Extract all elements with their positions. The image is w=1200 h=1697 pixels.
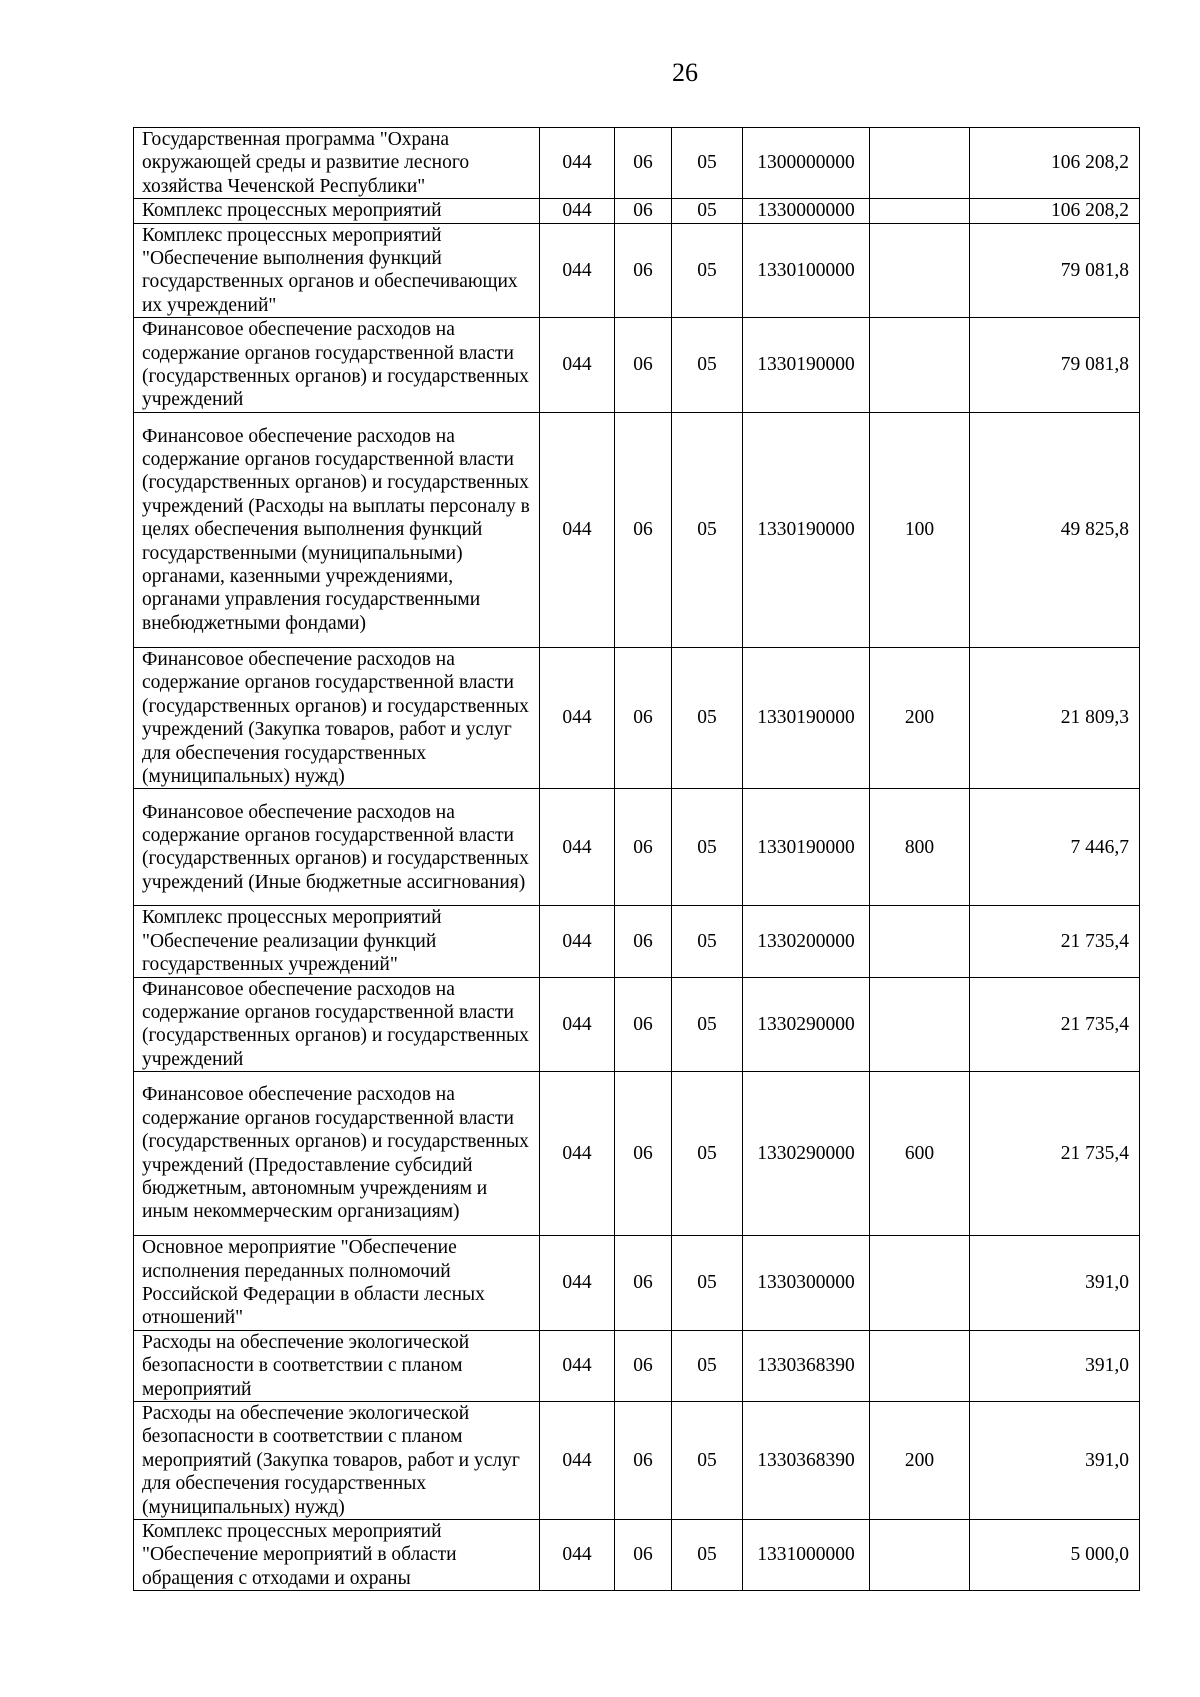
row-pr: 05 bbox=[672, 199, 743, 223]
table-row bbox=[134, 1330, 1140, 1401]
row-pr: 05 bbox=[672, 906, 743, 977]
row-vr bbox=[870, 1236, 970, 1331]
row-name: Финансовое обеспечение расходов на содержание органов государственной власти (государственных органов) и государственных учреждений bbox=[134, 977, 540, 1072]
row-sum: 49 825,8 bbox=[970, 412, 1140, 647]
row-name: Комплекс процессных мероприятий "Обеспечение мероприятий в области обращения с отходами и охраны bbox=[134, 1520, 540, 1591]
row-rz: 06 bbox=[615, 1236, 672, 1331]
row-ved: 044 bbox=[540, 318, 615, 413]
row-ved: 044 bbox=[540, 1072, 615, 1236]
row-ved: 044 bbox=[540, 1236, 615, 1331]
row-sum: 106 208,2 bbox=[970, 128, 1140, 199]
row-pr: 05 bbox=[672, 1402, 743, 1520]
row-csr: 1330190000 bbox=[743, 789, 870, 906]
row-vr bbox=[870, 318, 970, 413]
row-sum: 391,0 bbox=[970, 1236, 1140, 1331]
row-name: Комплекс процессных мероприятий "Обеспечение реализации функций государственных учреждений" bbox=[134, 906, 540, 977]
row-csr: 1330290000 bbox=[743, 1072, 870, 1236]
row-pr: 05 bbox=[672, 412, 743, 647]
row-ved: 044 bbox=[540, 1330, 615, 1401]
row-ved: 044 bbox=[540, 128, 615, 199]
row-pr: 05 bbox=[672, 789, 743, 906]
row-sum: 21 735,4 bbox=[970, 906, 1140, 977]
row-rz: 06 bbox=[615, 1520, 672, 1591]
budget-table bbox=[133, 127, 1140, 1591]
row-vr: 600 bbox=[870, 1072, 970, 1236]
row-sum: 106 208,2 bbox=[970, 199, 1140, 223]
table-row bbox=[134, 647, 1140, 788]
row-name: Комплекс процессных мероприятий "Обеспечение выполнения функций государственных органов и обеспечивающих их учреждений" bbox=[134, 223, 540, 318]
row-sum: 21 809,3 bbox=[970, 647, 1140, 788]
row-pr: 05 bbox=[672, 1520, 743, 1591]
row-name: Государственная программа "Охрана окружающей среды и развитие лесного хозяйства Чеченской Республики" bbox=[134, 128, 540, 199]
row-ved: 044 bbox=[540, 1520, 615, 1591]
row-vr bbox=[870, 906, 970, 977]
row-rz: 06 bbox=[615, 906, 672, 977]
row-vr bbox=[870, 977, 970, 1072]
row-pr: 05 bbox=[672, 647, 743, 788]
row-csr: 1330190000 bbox=[743, 318, 870, 413]
row-pr: 05 bbox=[672, 128, 743, 199]
row-rz: 06 bbox=[615, 412, 672, 647]
row-rz: 06 bbox=[615, 1072, 672, 1236]
table-row bbox=[134, 1520, 1140, 1591]
row-vr bbox=[870, 1330, 970, 1401]
row-name: Расходы на обеспечение экологической безопасности в соответствии с планом мероприятий bbox=[134, 1330, 540, 1401]
row-pr: 05 bbox=[672, 1236, 743, 1331]
row-ved: 044 bbox=[540, 1402, 615, 1520]
row-pr: 05 bbox=[672, 318, 743, 413]
row-sum: 21 735,4 bbox=[970, 977, 1140, 1072]
row-rz: 06 bbox=[615, 223, 672, 318]
row-rz: 06 bbox=[615, 977, 672, 1072]
row-name: Финансовое обеспечение расходов на содержание органов государственной власти (государственных органов) и государственных учреждений (Закупка товаров, работ и услуг для обеспечения государственных (муниципальных) нужд) bbox=[134, 647, 540, 788]
row-name: Финансовое обеспечение расходов на содержание органов государственной власти (государственных органов) и государственных учреждений (Предоставление субсидий бюджетным, автономным учреждениям и иным некоммерческим организациям) bbox=[134, 1072, 540, 1236]
table-row bbox=[134, 1072, 1140, 1236]
row-sum: 5 000,0 bbox=[970, 1520, 1140, 1591]
row-csr: 1330100000 bbox=[743, 223, 870, 318]
row-csr: 1330190000 bbox=[743, 647, 870, 788]
table-row bbox=[134, 412, 1140, 647]
row-csr: 1330290000 bbox=[743, 977, 870, 1072]
row-ved: 044 bbox=[540, 647, 615, 788]
row-rz: 06 bbox=[615, 789, 672, 906]
row-csr: 1330200000 bbox=[743, 906, 870, 977]
row-pr: 05 bbox=[672, 1330, 743, 1401]
row-ved: 044 bbox=[540, 199, 615, 223]
row-pr: 05 bbox=[672, 223, 743, 318]
row-csr: 1330190000 bbox=[743, 412, 870, 647]
page-number: 26 bbox=[672, 58, 698, 87]
row-name: Финансовое обеспечение расходов на содержание органов государственной власти (государственных органов) и государственных учреждений bbox=[134, 318, 540, 413]
row-csr: 1330368390 bbox=[743, 1402, 870, 1520]
row-rz: 06 bbox=[615, 1330, 672, 1401]
row-sum: 79 081,8 bbox=[970, 223, 1140, 318]
row-name: Финансовое обеспечение расходов на содержание органов государственной власти (государственных органов) и государственных учреждений (Расходы на выплаты персоналу в целях обеспечения выполнения функций государственными (муниципальными) органами, казенными учреждениями, органами управления государственными внебюджетными фондами) bbox=[134, 412, 540, 647]
row-rz: 06 bbox=[615, 128, 672, 199]
row-sum: 79 081,8 bbox=[970, 318, 1140, 413]
row-name: Финансовое обеспечение расходов на содержание органов государственной власти (государственных органов) и государственных учреждений (Иные бюджетные ассигнования) bbox=[134, 789, 540, 906]
row-pr: 05 bbox=[672, 1072, 743, 1236]
row-ved: 044 bbox=[540, 789, 615, 906]
row-csr: 1330000000 bbox=[743, 199, 870, 223]
row-csr: 1330300000 bbox=[743, 1236, 870, 1331]
row-csr: 1331000000 bbox=[743, 1520, 870, 1591]
row-sum: 21 735,4 bbox=[970, 1072, 1140, 1236]
row-name: Основное мероприятие "Обеспечение исполнения переданных полномочий Российской Федерации в области лесных отношений" bbox=[134, 1236, 540, 1331]
row-sum: 391,0 bbox=[970, 1330, 1140, 1401]
row-vr bbox=[870, 199, 970, 223]
row-rz: 06 bbox=[615, 1402, 672, 1520]
row-vr: 200 bbox=[870, 1402, 970, 1520]
row-csr: 1330368390 bbox=[743, 1330, 870, 1401]
table-row bbox=[134, 128, 1140, 199]
row-vr: 100 bbox=[870, 412, 970, 647]
row-csr: 1300000000 bbox=[743, 128, 870, 199]
row-sum: 7 446,7 bbox=[970, 789, 1140, 906]
table-row bbox=[134, 1402, 1140, 1520]
row-name: Расходы на обеспечение экологической безопасности в соответствии с планом мероприятий (Закупка товаров, работ и услуг для обеспечения государственных (муниципальных) нужд) bbox=[134, 1402, 540, 1520]
row-sum: 391,0 bbox=[970, 1402, 1140, 1520]
table-row bbox=[134, 906, 1140, 977]
row-vr bbox=[870, 223, 970, 318]
row-vr: 200 bbox=[870, 647, 970, 788]
table-row bbox=[134, 223, 1140, 318]
row-vr bbox=[870, 1520, 970, 1591]
table-row bbox=[134, 318, 1140, 413]
row-ved: 044 bbox=[540, 906, 615, 977]
table-row bbox=[134, 1236, 1140, 1331]
row-pr: 05 bbox=[672, 977, 743, 1072]
row-rz: 06 bbox=[615, 318, 672, 413]
table-row bbox=[134, 789, 1140, 906]
table-row bbox=[134, 977, 1140, 1072]
row-name: Комплекс процессных мероприятий bbox=[134, 199, 540, 223]
row-ved: 044 bbox=[540, 977, 615, 1072]
row-vr bbox=[870, 128, 970, 199]
row-rz: 06 bbox=[615, 647, 672, 788]
row-ved: 044 bbox=[540, 223, 615, 318]
row-rz: 06 bbox=[615, 199, 672, 223]
table-row bbox=[134, 199, 1140, 223]
row-ved: 044 bbox=[540, 412, 615, 647]
row-vr: 800 bbox=[870, 789, 970, 906]
